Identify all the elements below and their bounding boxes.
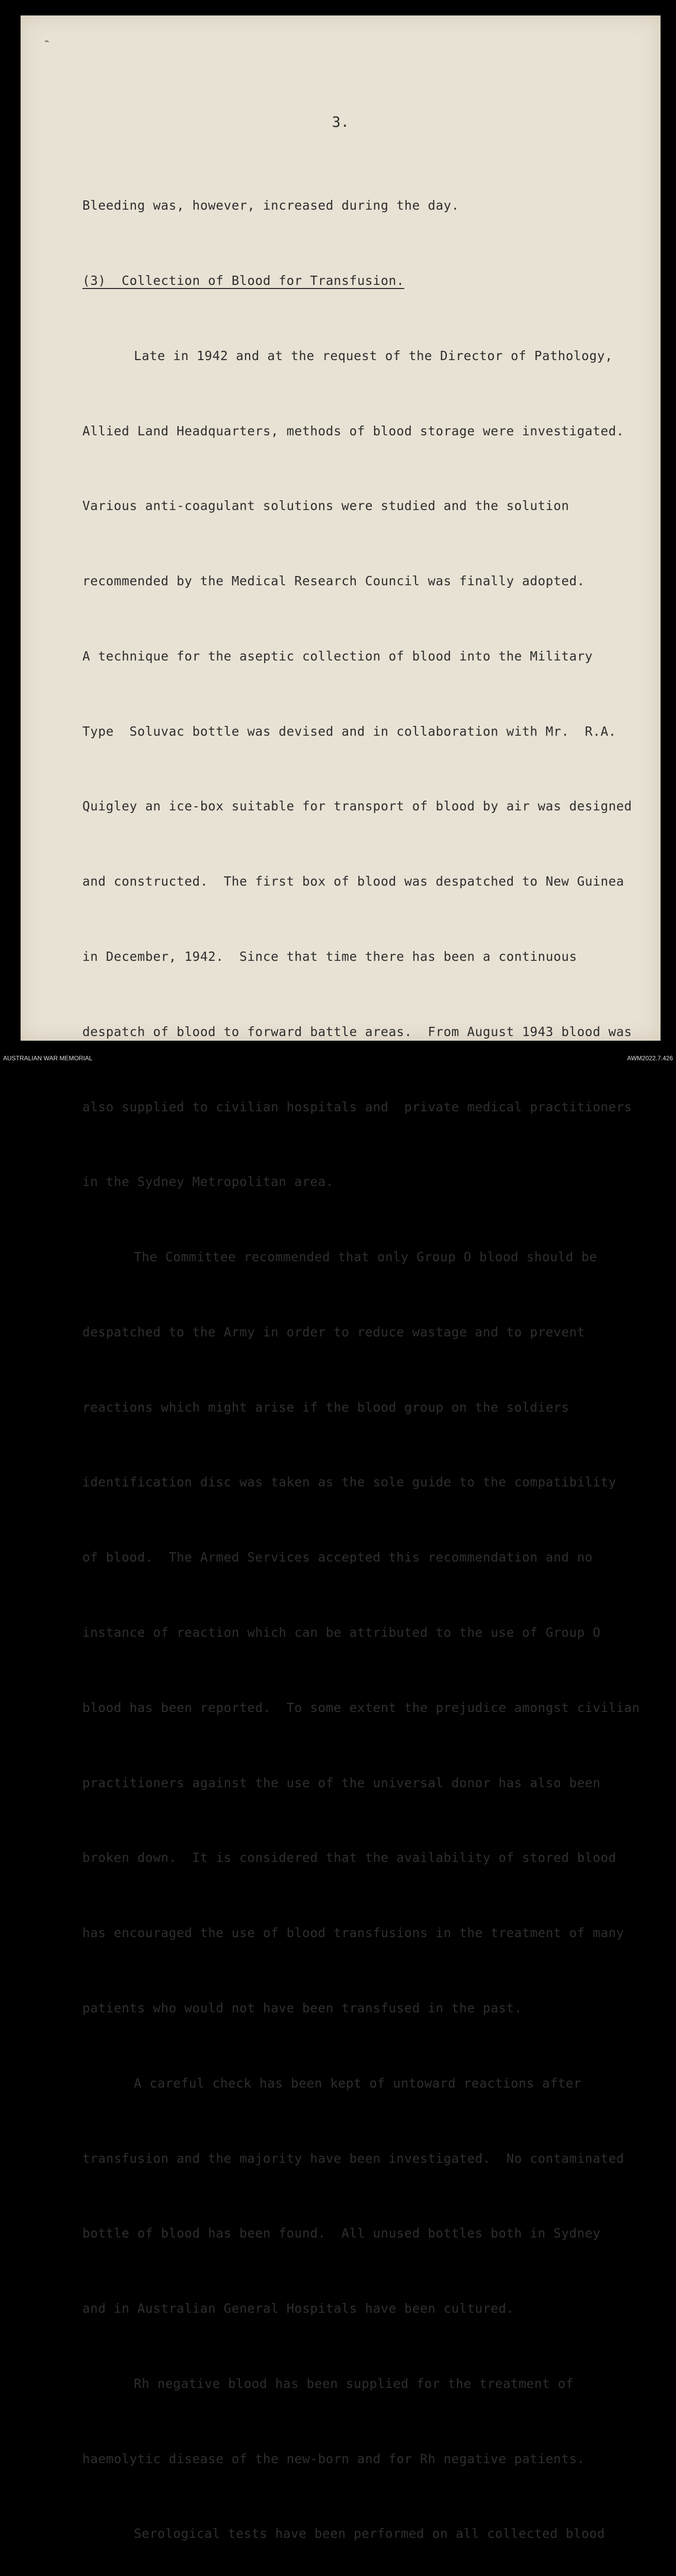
- section-heading: (3) Collection of Blood for Transfusion.: [82, 273, 405, 288]
- archive-footer: [0, 1043, 676, 1062]
- text-line: reactions which might arise if the blood group on the soldiers: [82, 1399, 569, 1415]
- text-line: Late in 1942 and at the request of the Director of Pathology,: [134, 348, 613, 363]
- text-line: A technique for the aseptic collection of blood into the Military: [82, 648, 593, 664]
- text-line: of blood. The Armed Services accepted this recommendation and no: [82, 1550, 593, 1565]
- text-line: despatched to the Army in order to reduce wastage and to prevent: [82, 1324, 585, 1340]
- text-line: bottle of blood has been found. All unused bottles both in Sydney: [82, 2226, 601, 2241]
- archive-name: AUSTRALIAN WAR MEMORIAL: [3, 1055, 93, 1062]
- text-line: despatch of blood to forward battle areas. From August 1943 blood was: [82, 1024, 632, 1039]
- text-line: instance of reaction which can be attributed to the use of Group O: [82, 1625, 601, 1640]
- text-line: also supplied to civilian hospitals and private medical practitioners: [82, 1099, 632, 1114]
- page-number: 3.: [332, 113, 350, 130]
- text-line: and constructed. The first box of blood was despatched to New Guinea: [82, 874, 625, 889]
- text-line: Type Soluvac bottle was devised and in collaboration with Mr. R.A.: [82, 723, 617, 739]
- text-line: Rh negative blood has been supplied for the treatment of: [134, 2376, 574, 2391]
- text-line: broken down. It is considered that the availability of stored blood: [82, 1850, 617, 1866]
- text-line: has encouraged the use of blood transfusions in the treatment of many: [82, 1925, 625, 1941]
- text-line: The Committee recommended that only Group O blood should be: [134, 1249, 597, 1265]
- text-line: haemolytic disease of the new-born and for Rh negative patients.: [82, 2451, 585, 2466]
- margin-mark: ⌁: [44, 36, 49, 46]
- text-line: in the Sydney Metropolitan area.: [82, 1174, 334, 1190]
- text-line: Quigley an ice-box suitable for transport of blood by air was designed: [82, 799, 632, 814]
- document-body: [82, 143, 659, 2576]
- text-line: transfusion and the majority have been investigated. No contaminated: [82, 2150, 625, 2166]
- text-line: in December, 1942. Since that time there has been a continuous: [82, 949, 577, 964]
- text-line: A careful check has been kept of untoward reactions after: [134, 2075, 582, 2091]
- text-line: Serological tests have been performed on all collected blood: [134, 2526, 605, 2541]
- text-line: Allied Land Headquarters, methods of blood storage were investigated.: [82, 423, 625, 438]
- text-line: identification disc was taken as the sole guide to the compatibility: [82, 1475, 617, 1490]
- text-line: and in Australian General Hospitals have been cultured.: [82, 2301, 514, 2316]
- text-line: blood has been reported. To some extent the prejudice amongst civilian: [82, 1700, 640, 1715]
- archive-reference: AWM2022.7.426: [627, 1055, 673, 1062]
- text-line: patients who would not have been transfused in the past.: [82, 2000, 523, 2015]
- text-line: practitioners against the use of the universal donor has also been: [82, 1775, 601, 1790]
- text-line: Bleeding was, however, increased during the day.: [82, 198, 460, 213]
- text-line: Various anti-coagulant solutions were studied and the solution: [82, 498, 569, 514]
- text-line: recommended by the Medical Research Council was finally adopted.: [82, 573, 585, 589]
